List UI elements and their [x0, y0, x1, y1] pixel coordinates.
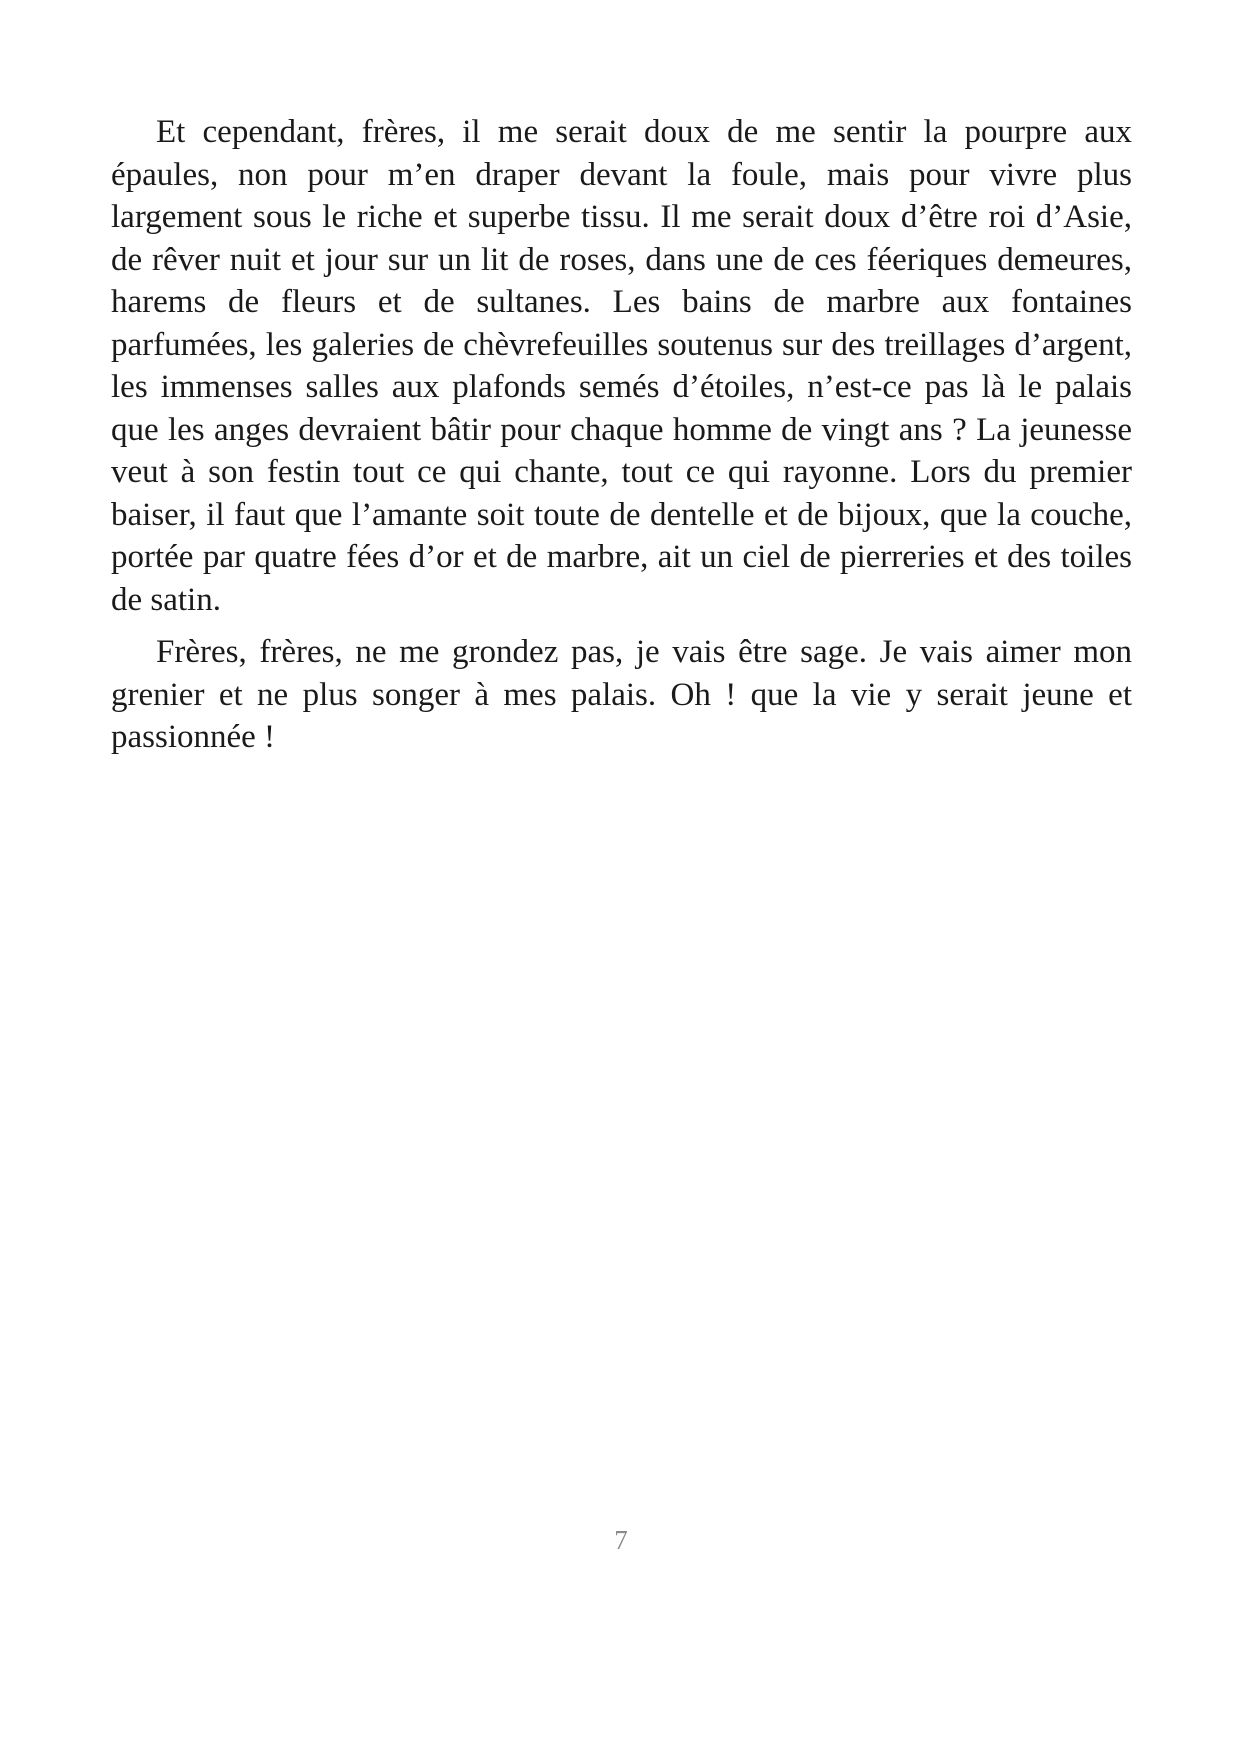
page-number: 7 — [614, 1525, 628, 1555]
paragraph-2: Frères, frères, ne me grondez pas, je vais être sage. Je vais aimer mon grenier et ne plus songer à mes palais. Oh ! que la vie y serait jeune et passionnée ! — [111, 634, 1132, 755]
paragraph-1: Et cependant, frères, il me serait doux de me sentir la pourpre aux épaules, non pour m’en draper devant la foule, mais pour vivre plus largement sous le riche et superbe tissu. Il me serait doux d’être roi d’Asie, de rêver nuit et jour sur un lit de roses, dans une de ces féeriques demeures, harems de fleurs et de sultanes. Les bains de marbre aux fontaines parfumées, les galeries de chèvrefeuilles soutenus sur des treillages d’argent, les immenses salles aux plafonds semés d’étoiles, n’est-ce pas là le palais que les anges devraient bâtir pour chaque homme de vingt ans ? La jeunesse veut à son festin tout ce qui chante, tout ce qui rayonne. Lors du premier baiser, il faut que l’amante soit toute de dentelle et de bijoux, que la couche, portée par quatre fées d’or et de marbre, ait un ciel de pierreries et des toiles de satin. — [111, 114, 1132, 618]
body-text — [111, 111, 1132, 759]
